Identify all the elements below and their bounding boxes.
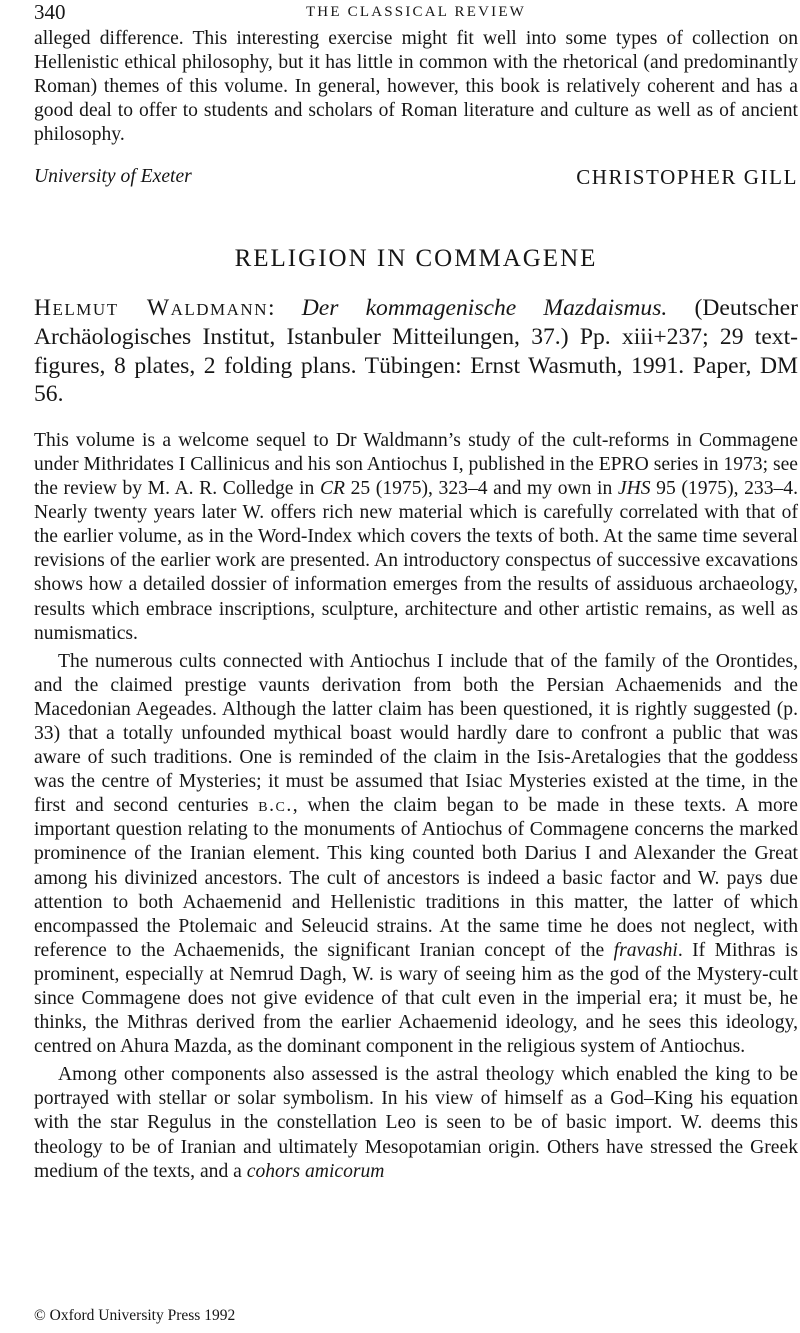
journal-abbreviation-cr: CR: [319, 478, 345, 500]
reviewer-signature: [34, 164, 798, 194]
review-paragraph-2: The numerous cults connected with Antiochus I include that of the family of the Orontides, and the claimed prestige vaunts derivation from both the Persian Achaemenids and the Macedonian Aegeades. Although the latter claim has been questioned, it is rightly suggested (p. 33) that a totally unfounded mythical boast would hardly dare to confront a public that was aware of such traditions. One is reminded of the claim in the Isis-Aretalogies that the goddess was the centre of Mysteries; it must be assumed that Isiac Mysteries existed at the time, in the first and second centuries b.c., when the claim began to be made in these texts. A more important question relating to the monuments of Antiochus of Commagene concerns the marked prominence of the Iranian element. This king counted both Darius I and Alexander the Great among his divinized ancestors. The cult of ancestors is indeed a basic factor and W. pays due attention to both Achaemenid and Hellenistic traditions in this matter, the latter of which encompassed the Ptolemaic and Seleucid strains. At the same time he does not neglect, with reference to the Achaemenids, the significant Iranian concept of the fravashi. If Mithras is prominent, especially at Nemrud Dagh, W. is wary of seeing him as the god of the Mystery-cult since Commagene does not give evidence of that cult even in the imperial era; it must be, he thinks, the Mithras derived from the earlier Achaemenid ideology, and he sees this ideology, centred on Ahura Mazda, as the dominant component in the religious system of Antiochus.: [34, 650, 798, 1058]
section-title: RELIGION IN COMMAGENE: [234, 245, 598, 273]
running-head: [34, 0, 798, 24]
review-body: [34, 429, 798, 1184]
book-title: Der kommagenische Mazdaismus.: [301, 295, 668, 322]
book-author: Helmut Waldmann: [34, 295, 268, 322]
book-citation: Helmut Waldmann: Der kommagenische Mazdaismus. (Deutscher Archäologisches Institut, Istanbuler Mitteilungen, 37.) Pp. xiii+237; 29 text-figures, 8 plates, 2 folding plans. Tübingen: Ernst Wasmuth, 1991. Paper, DM 56.: [34, 295, 798, 408]
reviewer-name: CHRISTOPHER GILL: [576, 165, 798, 190]
book-details: (Deutscher Archäologisches Institut, Istanbuler Mitteilungen, 37.) Pp. xiii+237; 29 text-figures, 8 plates, 2 folding plans. Tübingen: Ernst Wasmuth, 1991. Paper, DM 56.: [34, 295, 798, 408]
journal-page: [34, 0, 798, 1184]
review-paragraph-1: This volume is a welcome sequel to Dr Waldmann’s study of the cult-reforms in Commagene under Mithridates I Callinicus and his son Antiochus I, published in the EPRO series in 1973; see the review by M. A. R. Colledge in CR 25 (1975), 323–4 and my own in JHS 95 (1975), 233–4. Nearly twenty years later W. offers rich new material which is carefully correlated with that of the earlier volume, as in the Word-Index which covers the texts of both. At the same time several revisions of the earlier work are presented. An introductory conspectus of successive excavations shows how a detailed dossier of information emerges from the results of assiduous archaeology, results which embrace inscriptions, sculpture, architecture and other artistic remains, as well as numismatics.: [34, 429, 799, 644]
copyright-notice: © Oxford University Press 1992: [34, 1307, 236, 1324]
journal-title: THE CLASSICAL REVIEW: [305, 4, 527, 20]
review-paragraph-3: Among other components also assessed is the astral theology which enabled the king to be portrayed with stellar or solar symbolism. In his view of himself as a God–King his equation with the star Regulus in the constellation Leo is seen to be of basic import. W. deems this theology to be of Iranian and ultimately Mesopotamian origin. Others have stressed the Greek medium of the texts, and a cohors amicorum: [34, 1064, 798, 1182]
era-abbreviation: b.c.: [258, 795, 293, 817]
term-fravashi: fravashi: [613, 939, 678, 961]
journal-abbreviation-jhs: JHS: [617, 478, 651, 500]
reviewer-affiliation: University of Exeter: [34, 166, 192, 188]
page-number: 340: [34, 0, 66, 24]
term-cohors-amicorum: cohors amicorum: [246, 1160, 385, 1182]
previous-review-closing-paragraph: alleged difference. This interesting exercise might fit well into some types of collection on Hellenistic ethical philosophy, but it has little in common with the rhetorical (and predominantly Roman) themes of this volume. In general, however, this book is relatively coherent and has a good deal to offer to students and scholars of Roman literature and culture as well as of ancient philosophy.: [34, 28, 798, 146]
